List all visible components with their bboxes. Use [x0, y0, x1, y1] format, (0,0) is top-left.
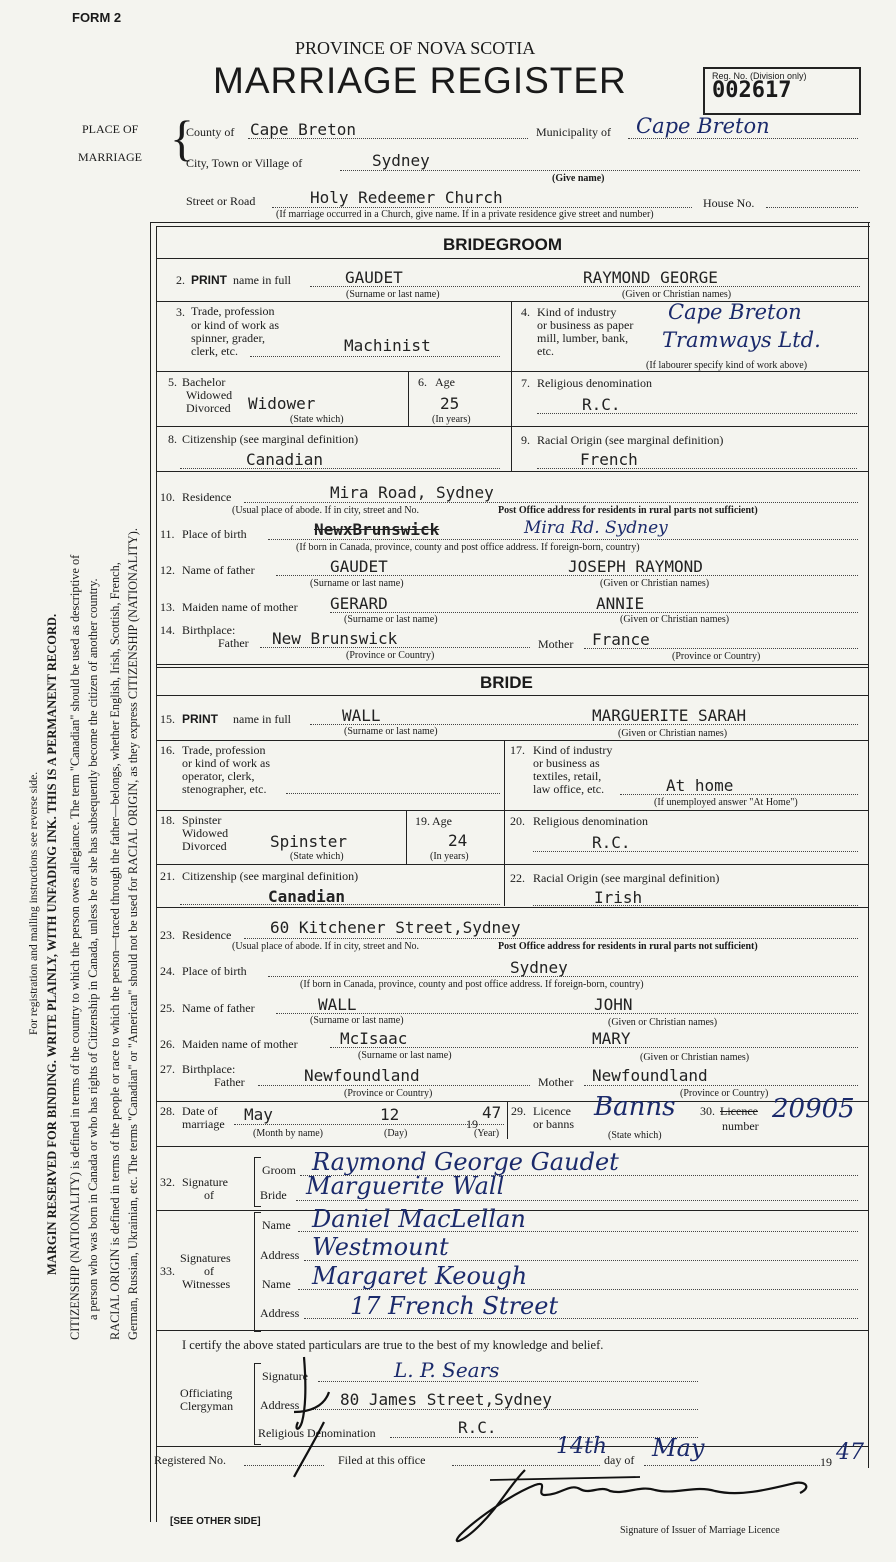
br-father-given: JOHN [594, 995, 633, 1014]
frame-left-inner [156, 226, 157, 1522]
s-w1-addr-line [304, 1260, 858, 1261]
bg-father-bp: New Brunswick [272, 629, 398, 648]
br-name-line [310, 724, 858, 725]
br-given: MARGUERITE SARAH [592, 706, 747, 725]
bg-trade-label-1: Trade, profession [191, 304, 275, 318]
br-industry: At home [666, 776, 734, 795]
m-licence-label-1: Licence [533, 1104, 571, 1118]
br-col-divider-1 [504, 740, 505, 906]
m-year-hint: (Year) [474, 1128, 500, 1139]
form-number: FORM 2 [72, 10, 122, 25]
street-hint: (If marriage occurred in a Church, give name. If in a private residence give street and number) [276, 209, 654, 220]
m-n30: 30. [700, 1104, 715, 1118]
bg-n6: 6. [418, 375, 427, 389]
bg-religion: R.C. [582, 395, 621, 414]
br-print-label: PRINT [182, 712, 218, 726]
bg-status-label-3: Divorced [186, 401, 231, 415]
s-clergy-sig-label: Signature [262, 1369, 308, 1383]
bg-mother-word: Mother [538, 637, 574, 651]
bg-citizenship: Canadian [246, 450, 324, 469]
bg-mother-bp-hint: (Province or Country) [672, 651, 761, 662]
bg-name-line [310, 286, 860, 287]
m-year: 47 [482, 1103, 502, 1122]
br-mother-word: Mother [538, 1075, 574, 1089]
bg-residence: Mira Road, Sydney [330, 483, 494, 502]
br-n23: 23. [160, 928, 175, 942]
frame-right [868, 222, 869, 1468]
br-name-label: name in full [233, 712, 291, 726]
s-clergy-sig: L. P. Sears [394, 1358, 500, 1382]
br-industry-label-2: or business as [533, 756, 600, 770]
m-licence-no-label-2: number [722, 1119, 759, 1133]
bg-father-surname-hint: (Surname or last name) [310, 578, 404, 589]
m-licence-no: 20905 [772, 1094, 855, 1124]
br-mother-label: Maiden name of mother [182, 1037, 298, 1051]
s-w2-name: Margaret Keough [312, 1262, 528, 1290]
bg-n4: 4. [521, 305, 530, 319]
br-citizenship: Canadian [268, 887, 346, 906]
br-n20: 20. [510, 814, 525, 828]
bridegroom-header: BRIDEGROOM [443, 235, 562, 254]
br-religion-label: Religious denomination [533, 814, 648, 828]
reg-box-label: Reg. No. (Division only) [712, 71, 807, 81]
s-sig-label-1: Signature [182, 1175, 228, 1189]
br-pob-hint: (If born in Canada, province, county and post office address. If foreign-born, country) [300, 979, 644, 990]
f-filed-month: May [652, 1434, 705, 1462]
bg-status: Widower [248, 394, 316, 413]
br-age-hint: (In years) [430, 851, 469, 862]
bg-industry-label-4: etc. [537, 344, 554, 358]
s-clergy-addr-label: Address [260, 1398, 300, 1412]
county-value: Cape Breton [250, 120, 356, 139]
br-industry-line [620, 794, 858, 795]
s-witness-label-3: Witnesses [182, 1277, 231, 1291]
s-w1-name: Daniel MacLellan [312, 1205, 526, 1233]
br-surname: WALL [342, 706, 381, 725]
bg-mother-bp: France [592, 630, 650, 649]
bg-surname: GAUDET [345, 268, 403, 287]
s-clergy-label-2: Clergyman [180, 1399, 234, 1413]
bg-father-given: JOSEPH RAYMOND [568, 557, 703, 576]
br-rule-4 [156, 907, 868, 908]
bg-mother-given: ANNIE [596, 594, 645, 613]
s-bride-sig: Marguerite Wall [306, 1172, 505, 1200]
br-religion: R.C. [592, 833, 631, 852]
bride-header: BRIDE [480, 673, 533, 692]
s-clergy-sig-line [318, 1381, 698, 1382]
br-residence-line [244, 938, 858, 939]
m-licence-no-label-1: Licence [720, 1104, 758, 1118]
bg-n9: 9. [521, 433, 530, 447]
br-header-rule [156, 695, 868, 696]
br-status-label-1: Spinster [182, 813, 222, 827]
bg-father-bp-hint: (Province or Country) [346, 650, 435, 661]
bg-religion-line [537, 413, 857, 414]
bg-rule-2 [156, 371, 868, 372]
reg-number: 002617 [712, 78, 792, 103]
br-residence-label: Residence [182, 928, 232, 942]
f-registered-label: Registered No. [154, 1453, 226, 1467]
bg-residence-hint-bold: Post Office address for residents in rural parts not sufficient) [498, 505, 758, 516]
bg-mother-surname: GERARD [330, 594, 388, 613]
bg-pob-line [268, 539, 858, 540]
br-industry-hint: (If unemployed answer "At Home") [654, 797, 798, 808]
frame-left-outer [150, 222, 151, 1522]
bg-mother-bp-line [584, 648, 858, 649]
br-n17: 17. [510, 743, 525, 757]
city-value: Sydney [372, 151, 430, 170]
br-birthplace-label: Birthplace: [182, 1062, 236, 1076]
br-father-surname-hint: (Surname or last name) [310, 1015, 404, 1026]
s-groom-sig: Raymond George Gaudet [312, 1148, 619, 1176]
s-w2-addr: 17 French Street [350, 1292, 559, 1320]
m-date-line [234, 1124, 504, 1125]
bg-trade-label-2: or kind of work as [191, 318, 279, 332]
street-value: Holy Redeemer Church [310, 188, 503, 207]
f-year-prefix: 19 [820, 1455, 832, 1469]
bg-trade-label-4: clerk, etc. [191, 344, 238, 358]
bg-n8: 8. [168, 432, 177, 446]
margin-line-2: MARGIN RESERVED FOR BINDING. WRITE PLAINLY, WITH UNFADING INK. THIS IS A PERMANENT RECORD. [45, 613, 59, 1275]
bg-n13: 13. [160, 600, 175, 614]
bg-trade-label-3: spinner, grader, [191, 331, 266, 345]
s-clergy-addr: 80 James Street,Sydney [340, 1390, 552, 1409]
br-trade-label-2: or kind of work as [182, 756, 270, 770]
bg-pob-hint: (If born in Canada, province, county and post office address. If foreign-born, country) [296, 542, 640, 553]
issuer-signature [440, 1465, 820, 1550]
bg-mother-surname-hint: (Surname or last name) [344, 614, 438, 625]
m-day: 12 [380, 1105, 400, 1124]
frame-top [150, 222, 870, 223]
br-residence: 60 Kitchener Street,Sydney [270, 918, 521, 937]
br-state-which: (State which) [290, 851, 344, 862]
bg-state-which: (State which) [290, 414, 344, 425]
s-rule-2 [156, 1330, 868, 1331]
bg-n3: 3. [176, 305, 185, 319]
s-w2-addr-line [304, 1318, 858, 1319]
m-day-hint: (Day) [384, 1128, 408, 1139]
f-day-of: day of [604, 1453, 635, 1467]
br-status: Spinster [270, 832, 348, 851]
bg-age-label: Age [435, 375, 455, 389]
m-licence-label-2: or banns [533, 1117, 574, 1131]
s-bride-label: Bride [260, 1188, 287, 1202]
s-w1-addr: Westmount [312, 1233, 449, 1261]
br-father-label: Name of father [182, 1001, 255, 1015]
f-filed-label: Filed at this office [338, 1453, 426, 1467]
bg-racial-label: Racial Origin (see marginal definition) [537, 433, 724, 447]
bg-citizenship-line [180, 468, 500, 469]
s-sig-label-2: of [204, 1188, 214, 1202]
br-racial-line [533, 905, 858, 906]
s-rule-3 [156, 1446, 868, 1447]
bg-residence-line [244, 502, 858, 503]
br-n24: 24. [160, 964, 175, 978]
s-w1-name-line [298, 1231, 858, 1232]
bg-status-label-1: Bachelor [182, 375, 226, 389]
bg-trade: Machinist [344, 336, 431, 355]
bg-pob-label: Place of birth [182, 527, 247, 541]
br-age: 24 [448, 831, 468, 850]
f-issuer-label: Signature of Issuer of Marriage Licence [620, 1525, 780, 1536]
br-trade-line [286, 793, 500, 794]
bg-mother-line [330, 612, 858, 613]
bg-end-rule-1 [156, 664, 868, 665]
bg-racial: French [580, 450, 638, 469]
bg-father-label: Name of father [182, 563, 255, 577]
br-residence-hint-bold: Post Office address for residents in rural parts not sufficient) [498, 941, 758, 952]
province-title: PROVINCE OF NOVA SCOTIA [295, 38, 536, 58]
bg-industry-label-3: mill, lumber, bank, [537, 331, 629, 345]
br-citizenship-line [180, 904, 500, 905]
br-given-hint: (Given or Christian names) [618, 728, 728, 739]
bg-given-hint: (Given or Christian names) [622, 289, 732, 300]
house-label: House No. [703, 196, 755, 210]
bg-residence-label: Residence [182, 490, 232, 504]
bg-industry-1: Cape Breton [668, 300, 802, 324]
place-of-label: PLACE OF [82, 122, 139, 136]
br-father-surname: WALL [318, 995, 357, 1014]
br-father-bp-line [258, 1085, 530, 1086]
margin-line-6: German, Russian, Ukrainian, etc. The terms "Canadian" or "American" should not be used for RACIAL ORIGIN, as they express CITIZENSHIP (NATIONALITY). [126, 528, 140, 1340]
br-status-age-divider [406, 810, 407, 865]
br-father-word: Father [214, 1075, 245, 1089]
br-trade-label-4: stenographer, etc. [182, 782, 267, 796]
s-bride-line [296, 1200, 858, 1201]
br-mother-bp-hint: (Province or Country) [680, 1088, 769, 1099]
br-n16: 16. [160, 743, 175, 757]
br-industry-label-1: Kind of industry [533, 743, 613, 757]
bg-mother-given-hint: (Given or Christian names) [620, 614, 730, 625]
s-clergy-rel-label: Religious Denomination [258, 1426, 376, 1440]
br-mother-given-hint: (Given or Christian names) [640, 1052, 750, 1063]
br-citizenship-label: Citizenship (see marginal definition) [182, 869, 359, 883]
m-year-prefix: 19 [466, 1117, 478, 1131]
m-date-label-1: Date of [182, 1104, 218, 1118]
m-divider [507, 1101, 508, 1139]
bg-n11: 11. [160, 527, 175, 541]
br-industry-label-3: textiles, retail, [533, 769, 602, 783]
bg-industry-2: Tramways Ltd. [662, 328, 821, 352]
s-w2-name-label: Name [262, 1277, 291, 1291]
br-father-bp-hint: (Province or Country) [344, 1088, 433, 1099]
m-month-hint: (Month by name) [253, 1128, 323, 1139]
br-n27: 27. [160, 1062, 175, 1076]
br-racial-label: Racial Origin (see marginal definition) [533, 871, 720, 885]
house-line [766, 207, 858, 208]
f-filed-day: 14th [556, 1434, 608, 1459]
s-clergy-label-1: Officiating [180, 1386, 233, 1400]
br-pob: Sydney [510, 958, 568, 977]
bg-header-rule [156, 258, 868, 259]
bg-surname-hint: (Surname or last name) [346, 289, 440, 300]
s-n32: 32. [160, 1175, 175, 1189]
bg-n7: 7. [521, 376, 530, 390]
place-brace: { [170, 110, 194, 166]
bg-industry-label-2: or business as paper [537, 318, 634, 332]
city-line [340, 170, 860, 171]
s-w2-addr-label: Address [260, 1306, 300, 1320]
br-mother-bp: Newfoundland [592, 1066, 708, 1085]
bg-rule-4 [156, 471, 868, 472]
m-end-rule [156, 1146, 868, 1147]
bg-religion-label: Religious denomination [537, 376, 652, 390]
bg-racial-line [537, 468, 857, 469]
br-pob-label: Place of birth [182, 964, 247, 978]
s-witness-label-2: of [204, 1264, 214, 1278]
bg-father-given-hint: (Given or Christian names) [600, 578, 710, 589]
bg-end-rule-2 [156, 667, 868, 668]
street-line [272, 207, 692, 208]
margin-line-1: For registration and mailing instructions see reverse side. [28, 771, 40, 1035]
frame-top-inner [156, 226, 870, 227]
municipality-label: Municipality of [536, 125, 611, 139]
bg-father-bp-line [260, 647, 530, 648]
s-groom-label: Groom [262, 1163, 296, 1177]
bg-trade-line [250, 356, 500, 357]
bg-industry-hint: (If labourer specify kind of work above) [646, 360, 808, 371]
br-mother-given: MARY [592, 1029, 631, 1048]
br-pob-line [268, 976, 858, 977]
br-n18: 18. [160, 813, 175, 827]
s-w2-name-line [298, 1289, 858, 1290]
br-father-line [276, 1013, 858, 1014]
br-father-bp: Newfoundland [304, 1066, 420, 1085]
bg-father-line [276, 575, 858, 576]
s-n33: 33. [160, 1264, 175, 1278]
br-n19: 19. [415, 814, 430, 828]
br-rule-1 [156, 740, 868, 741]
br-industry-label-4: law office, etc. [533, 782, 605, 796]
m-month: May [244, 1105, 273, 1124]
bg-birthplace-label: Birthplace: [182, 623, 236, 637]
br-status-label-3: Divorced [182, 839, 227, 853]
bg-n14: 14. [160, 623, 175, 637]
bg-rule-3 [156, 426, 868, 427]
f-see-other: [SEE OTHER SIDE] [170, 1516, 261, 1527]
clergy-flourish [284, 1352, 344, 1482]
bg-n5: 5. [168, 375, 177, 389]
br-religion-line [533, 851, 858, 852]
bg-residence-hint: (Usual place of abode. If in city, street and No. [232, 505, 420, 516]
br-end-rule [156, 1101, 868, 1102]
s-w1-addr-label: Address [260, 1248, 300, 1262]
bg-pob-struck: NewxBrunswick [314, 520, 440, 539]
s-clergy-rel: R.C. [458, 1418, 497, 1437]
br-mother-line [330, 1047, 858, 1048]
city-label: City, Town or Village of [186, 156, 303, 170]
br-mother-bp-line [584, 1085, 858, 1086]
br-status-label-2: Widowed [182, 826, 229, 840]
m-licence: Banns [594, 1092, 676, 1122]
s-w1-name-label: Name [262, 1218, 291, 1232]
bg-age: 25 [440, 394, 460, 413]
bg-mother-label: Maiden name of mother [182, 600, 298, 614]
margin-line-5: RACIAL ORIGIN is defined in terms of the people or race to which the person—traced through the father—belongs, whether English, Irish, Scottish, French, [108, 562, 122, 1340]
m-state-which: (State which) [608, 1130, 662, 1141]
br-trade-label-3: operator, clerk, [182, 769, 255, 783]
br-mother-surname-hint: (Surname or last name) [358, 1050, 452, 1061]
br-rule-3 [156, 864, 868, 865]
br-rule-2 [156, 810, 868, 811]
br-surname-hint: (Surname or last name) [344, 726, 438, 737]
bg-age-hint: (In years) [432, 414, 471, 425]
bg-father-surname: GAUDET [330, 557, 388, 576]
br-n22: 22. [510, 871, 525, 885]
m-n29: 29. [511, 1104, 526, 1118]
margin-line-4: a person who was born in Canada or who has rights of Citizenship in Canada, unless he or she has subsequently become the citizen of another country. [86, 578, 100, 1320]
bg-pob: Mira Rd. Sydney [524, 518, 668, 538]
br-n15: 15. [160, 712, 175, 726]
br-n26: 26. [160, 1037, 175, 1051]
s-witness-label-1: Signatures [180, 1251, 231, 1265]
f-filed-year: 47 [836, 1440, 864, 1465]
m-date-label-2: marriage [182, 1117, 225, 1131]
br-n25: 25. [160, 1001, 175, 1015]
bg-col-divider-1 [511, 301, 512, 471]
s-certify: I certify the above stated particulars are true to the best of my knowledge and belief. [182, 1338, 604, 1352]
bg-n10: 10. [160, 490, 175, 504]
bg-father-word: Father [218, 636, 249, 650]
bg-citizenship-label: Citizenship (see marginal definition) [182, 432, 359, 446]
municipality-value: Cape Breton [636, 114, 770, 138]
give-name-hint: (Give name) [552, 173, 605, 184]
bg-given: RAYMOND GEORGE [583, 268, 718, 287]
street-label: Street or Road [186, 194, 256, 208]
bg-status-age-divider [408, 371, 409, 426]
s-clergy-addr-line [308, 1409, 698, 1410]
br-father-given-hint: (Given or Christian names) [608, 1017, 718, 1028]
margin-line-3: CITIZENSHIP (NATIONALITY) is defined in terms of the country to which the person owes allegiance. The term "Canadian" should be used as descriptive of [68, 554, 82, 1340]
br-trade-label-1: Trade, profession [182, 743, 266, 757]
br-residence-hint: (Usual place of abode. If in city, street and No. [232, 941, 420, 952]
m-n28: 28. [160, 1104, 175, 1118]
br-n21: 21. [160, 869, 175, 883]
bg-n12: 12. [160, 563, 175, 577]
marriage-label: MARRIAGE [78, 150, 143, 164]
bg-name-label: name in full [233, 273, 291, 287]
br-racial: Irish [594, 888, 643, 907]
page-title: MARRIAGE REGISTER [213, 60, 627, 101]
br-mother-surname: McIsaac [340, 1029, 408, 1048]
br-age-label: Age [432, 814, 452, 828]
municipality-line [628, 138, 858, 139]
bg-print-label: PRINT [191, 273, 227, 287]
bg-industry-label-1: Kind of industry [537, 305, 617, 319]
county-line [248, 138, 528, 139]
bg-n2: 2. [176, 273, 185, 287]
bg-status-label-2: Widowed [186, 388, 233, 402]
county-label: County of [186, 125, 235, 139]
